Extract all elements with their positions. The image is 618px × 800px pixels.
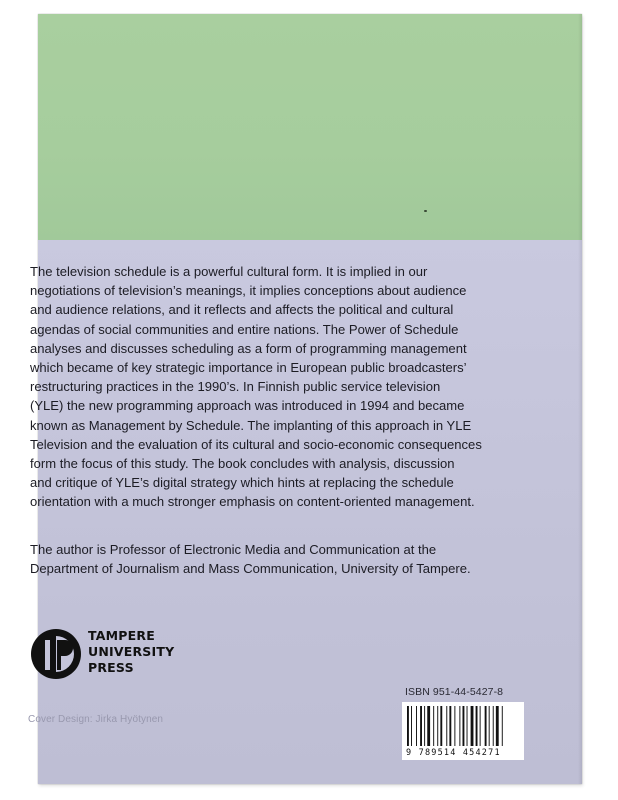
blurb-line: orientation with a much stronger emphasis on content-oriented management.	[30, 494, 475, 510]
blurb-line: negotiations of television’s meanings, it implies conceptions about audience	[30, 283, 467, 299]
barcode-bar	[440, 706, 442, 746]
barcode-bar	[467, 706, 468, 746]
barcode-bar	[427, 706, 430, 746]
blurb-line: agendas of social communities and entire nations. The Power of Schedule	[30, 321, 459, 337]
barcode-bar	[480, 706, 481, 746]
barcode-bar	[489, 706, 490, 746]
barcode-bar	[433, 706, 434, 746]
barcode-bar	[476, 706, 478, 746]
blurb-line: known as Management by Schedule. The implanting of this approach in YLE	[30, 417, 472, 433]
barcode-bar	[411, 706, 412, 746]
barcode-digits: 9 789514 454271	[406, 748, 501, 758]
barcode-bar	[454, 706, 455, 746]
isbn-label: ISBN 951-44-5427-8	[405, 686, 504, 698]
blurb-line: Television and the evaluation of its cultural and socio-economic consequences	[30, 436, 482, 452]
barcode-bar	[493, 706, 494, 746]
author-line: Department of Journalism and Mass Communication, University of Tampere.	[30, 561, 471, 577]
cover-design-credit: Cover Design: Jirka Hyötynen	[28, 714, 164, 725]
blurb-line: analyses and discusses scheduling as a form of programming management	[30, 340, 467, 356]
barcode-bar	[407, 706, 409, 746]
cover-scuff	[424, 210, 427, 212]
blurb-line: The television schedule is a powerful cultural form. It is implied in our	[30, 264, 428, 279]
barcode-bar	[496, 706, 499, 746]
publisher-name	[88, 628, 174, 676]
blurb-line: and critique of YLE’s digital strategy which hints at replacing the schedule	[30, 475, 454, 491]
blurb-paragraph	[30, 262, 510, 512]
barcode-bar	[420, 706, 422, 746]
blurb-line: and audience relations, and it reflects and affects the political and cultural	[30, 302, 454, 318]
barcode-bar	[449, 706, 451, 746]
barcode-bar	[416, 706, 417, 746]
barcode-bars	[406, 706, 520, 746]
green-top-panel	[38, 14, 582, 240]
barcode-bar	[485, 706, 487, 746]
publisher-name-line: PRESS	[88, 660, 134, 675]
author-note	[30, 540, 510, 578]
publisher-block	[30, 622, 210, 684]
blurb-line: form the focus of this study. The book concludes with analysis, discussion	[30, 456, 455, 472]
tampere-university-press-logo-icon	[30, 628, 82, 680]
cover-edge-shadow	[578, 14, 582, 784]
barcode-bar	[471, 706, 474, 746]
barcode-bar	[446, 706, 447, 746]
barcode-bar	[437, 706, 438, 746]
publisher-name-line: UNIVERSITY	[88, 644, 175, 659]
isbn-block	[402, 686, 524, 760]
author-line: The author is Professor of Electronic Media and Communication at the	[30, 542, 437, 557]
blurb-line: (YLE) the new programming approach was introduced in 1994 and became	[30, 398, 465, 414]
barcode	[402, 702, 524, 760]
publisher-name-line: TAMPERE	[88, 628, 155, 643]
blurb-line: restructuring practices in the 1990’s. In Finnish public service television	[30, 379, 441, 395]
barcode-bar	[502, 706, 503, 746]
barcode-bar	[463, 706, 465, 746]
blurb-line: which became of key strategic importance in European public broadcasters’	[30, 360, 467, 376]
barcode-bar	[424, 706, 425, 746]
barcode-bar	[459, 706, 460, 746]
